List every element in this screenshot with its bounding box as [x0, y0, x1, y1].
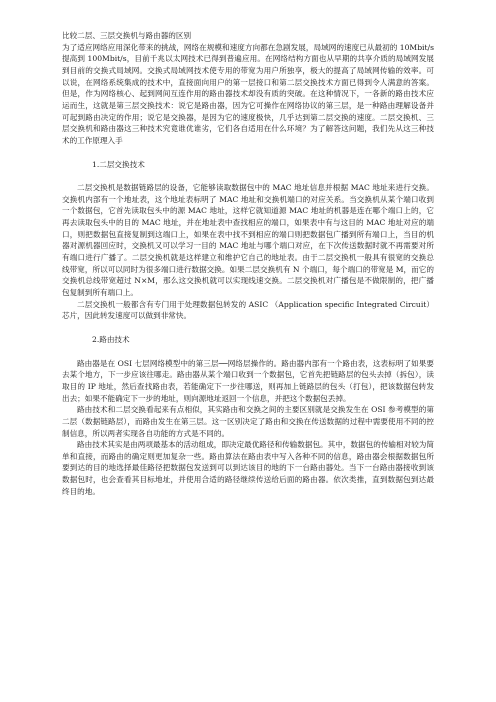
layer2-paragraph-2: 二层交换机一般都含有专门用于处理数据包转发的 ASIC （Application specific Integrated Circuit）芯片，因此转发速度可以做到非常快。: [62, 299, 434, 321]
spacer: [62, 170, 434, 182]
spacer: [62, 322, 434, 334]
spacer: [62, 147, 434, 159]
spacer: [62, 346, 434, 358]
section-heading-layer2: 1.二层交换技术: [92, 159, 145, 169]
routing-paragraph-3: 路由技术其实是由两项最基本的活动组成，即决定最优路径和传输数据包。其中，数据包的传输相对较为简单和直接，而路由的确定则更加复杂一些。路由算法在路由表中写入各种不同的信息，路由器会根据数据包所要到达的目的地选择最佳路径把数据包发送到可以到达该目的地的下一台路由器处。当下一台路由器接收到该数据包时，也会查看其目标地址，并使用合适的路径继续传送给后面的路由器。依次类推，直到数据包到达最终目的地。: [62, 440, 434, 496]
routing-paragraph-1: 路由器是在 OSI 七层网络模型中的第三层──网络层操作的。路由器内部有一个路由表，这表标明了如果要去某个地方，下一步应该往哪走。路由器从某个端口收到一个数据包，它首先把链路层的包头去掉（拆包），读取目的 IP 地址，然后查找路由表，若能确定下一步往哪送，则再加上链路层的包头（打包），把该数据包转发出去；如果不能确定下一步的地址，则向源地址返回一个信息，并把这个数据包丢掉。: [62, 358, 434, 403]
routing-paragraph-2: 路由技术和二层交换看起来有点相似，其实路由和交换之间的主要区别就是交换发生在 OSI 参考模型的第二层（数据链路层），而路由发生在第三层。这一区别决定了路由和交换在传送数据的过程中需要使用不同的控制信息，所以两者实现各自功能的方式是不同的。: [62, 405, 434, 438]
document-page: [62, 30, 434, 497]
layer2-paragraph-1: 二层交换机是数据链路层的设备，它能够读取数据包中的 MAC 地址信息并根据 MAC 地址来进行交换。交换机内部有一个地址表，这个地址表标明了 MAC 地址和交换机端口的对应关系。当交换机从某个端口收到一个数据包，它首先读取包头中的源 MAC 地址，这样它就知道源 MAC 地址的机器是连在哪个端口上的，它再去读取包头中的目的 MAC 地址，并在地址表中查找相应的端口，如果表中有与这目的 MAC 地址对应的端口，则把数据包直接复制到这端口上，如果在表中找不到相应的端口则把数据包广播到所有端口上，当目的机器对源机器回应时，交换机又可以学习一目的 MAC 地址与哪个端口对应，在下次传送数据时就不再需要对所有端口进行广播了。二层交换机就是这样建立和维护它自己的地址表。由于二层交换机一般具有很宽的交换总线带宽，所以可以同时为很多端口进行数据交换。如果二层交换机有 N 个端口，每个端口的带宽是 M，而它的交换机总线带宽超过 N×M，那么这交换机就可以实现线速交换。二层交换机对广播包是不做限制的，把广播包复制到所有端口上。: [62, 183, 434, 297]
section-heading-routing: 2.路由技术: [92, 334, 130, 344]
intro-paragraph: 为了适应网络应用深化带来的挑战，网络在规模和速度方向都在急剧发展，局域网的速度已从最初的 10Mbit/s 提高到 100Mbit/s，目前千兆以太网技术已得到普遍应用。在网络结构方面也从早期的共享介质的局域网发展到目前的交换式局域网。交换式局域网技术使专用的带宽为用户所独享，极大的提高了局域网传输的效率。可以说，在网络系统集成的技术中，直接面向用户的第一层接口和第二层交换技术方面已得到令人满意的答案。但是，作为网络核心、起到网间互连作用的路由器技术却没有质的突破。在这种情况下，一各新的路由技术应运而生，这就是第三层交换技术：说它是路由器，因为它可操作在网络协议的第三层，是一种路由理解设备并可起到路由决定的作用；说它是交换器，是因为它的速度极快，几乎达到第二层交换的速度。二层交换机、三层交换机和路由器这三种技术究竟谁优谁劣，它们各自适用在什么环境？为了解答这问题，我们先从这三种技术的工作原理入手: [62, 42, 434, 145]
document-title: 比较二层、三层交换机与路由器的区别: [62, 31, 192, 40]
